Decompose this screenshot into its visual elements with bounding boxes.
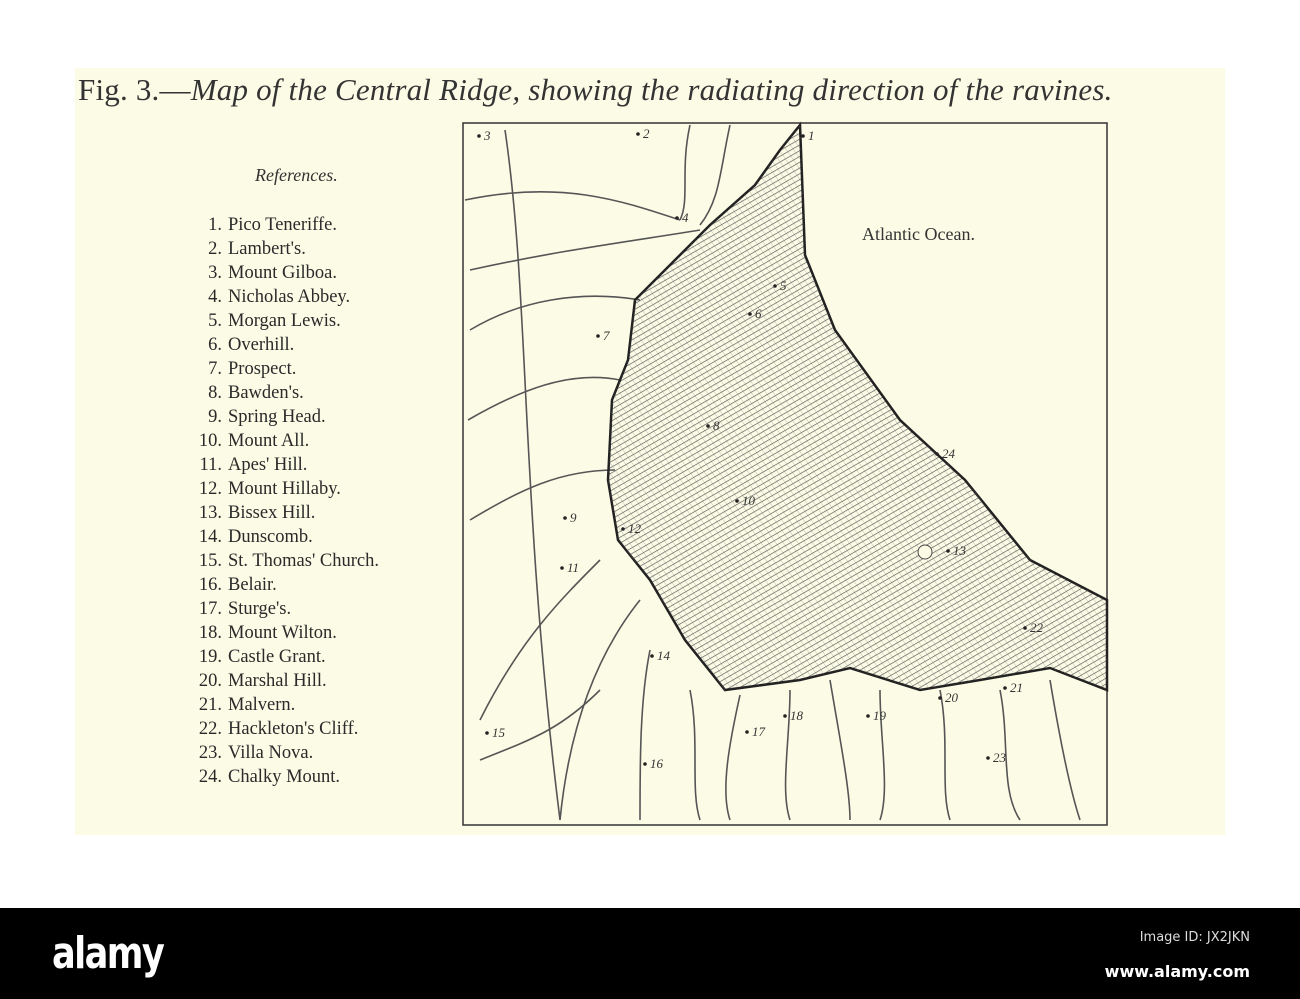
reference-name: Nicholas Abbey.	[228, 287, 351, 307]
map-marker-label: 12	[628, 521, 641, 536]
map-marker-label: 3	[484, 128, 491, 143]
reference-number: 18.	[198, 623, 222, 643]
map-marker-label: 15	[492, 725, 505, 740]
map-marker-dot	[801, 134, 805, 138]
reference-name: Mount Gilboa.	[228, 263, 337, 283]
map-marker-label: 9	[570, 510, 577, 525]
map-marker-label: 18	[790, 708, 803, 723]
map-marker-dot	[477, 134, 481, 138]
reference-name: Chalky Mount.	[228, 767, 341, 787]
map-marker-dot	[563, 516, 567, 520]
map-marker-label: 5	[780, 278, 787, 293]
map-marker-dot	[938, 696, 942, 700]
map-marker-dot	[643, 762, 647, 766]
reference-number: 3.	[208, 263, 222, 283]
reference-name: Mount Wilton.	[228, 623, 337, 643]
reference-number: 7.	[208, 359, 222, 379]
map-marker-dot	[935, 452, 939, 456]
map-marker-label: 20	[945, 690, 958, 705]
map-marker-label: 17	[752, 724, 765, 739]
map-marker-label: 11	[567, 560, 580, 575]
map-marker-dot	[560, 566, 564, 570]
reference-name: Hackleton's Cliff.	[228, 719, 359, 739]
map-marker-dot	[675, 216, 679, 220]
reference-number: 16.	[198, 575, 222, 595]
map-marker-label: 4	[682, 210, 689, 225]
image-id: Image ID: JX2JKN	[1139, 930, 1250, 945]
reference-number: 12.	[198, 479, 222, 499]
map-marker-label: 14	[657, 648, 670, 663]
map-marker-label: 24	[942, 446, 955, 461]
reference-number: 22.	[198, 719, 222, 739]
map-marker-label: 8	[713, 418, 720, 433]
watermark-url: www.alamy.com	[1104, 962, 1250, 981]
reference-number: 9.	[208, 407, 222, 427]
reference-name: Prospect.	[228, 359, 297, 379]
reference-name: Castle Grant.	[228, 647, 326, 667]
watermark-band	[0, 908, 1300, 999]
map-marker-dot	[745, 730, 749, 734]
map-marker-label: 23	[993, 750, 1006, 765]
reference-number: 21.	[198, 695, 222, 715]
map-marker-dot	[1023, 626, 1027, 630]
reference-name: Bissex Hill.	[228, 503, 316, 523]
map-marker-label: 16	[650, 756, 663, 771]
map-marker-dot	[748, 312, 752, 316]
map-marker-dot	[735, 499, 739, 503]
reference-name: Marshal Hill.	[228, 671, 327, 691]
reference-name: Belair.	[228, 575, 277, 595]
references-heading: References.	[255, 165, 338, 185]
reference-name: Lambert's.	[228, 239, 306, 259]
reference-number: 23.	[198, 743, 222, 763]
map-marker-dot	[706, 424, 710, 428]
figure-caption-text: Map of the Central Ridge, showing the radiating direction of the ravines.	[190, 72, 1113, 107]
map-marker-dot	[946, 549, 950, 553]
reference-name: Villa Nova.	[228, 743, 314, 763]
reference-name: Pico Teneriffe.	[228, 215, 337, 235]
map-marker-dot	[783, 714, 787, 718]
map-marker-label: 7	[603, 328, 610, 343]
map-marker-label: 10	[742, 493, 755, 508]
map-marker-label: 1	[808, 128, 815, 143]
reference-name: Apes' Hill.	[228, 455, 308, 475]
reference-name: Dunscomb.	[228, 527, 313, 547]
reference-name: Spring Head.	[228, 407, 326, 427]
map-marker-dot	[866, 714, 870, 718]
reference-name: Overhill.	[228, 335, 295, 355]
map-marker-dot	[773, 284, 777, 288]
reference-number: 5.	[208, 311, 222, 331]
reference-name: Malvern.	[228, 695, 296, 715]
map-marker-dot	[650, 654, 654, 658]
map-marker-label: 6	[755, 306, 762, 321]
reference-number: 14.	[198, 527, 222, 547]
reference-number: 10.	[198, 431, 222, 451]
reference-number: 20.	[198, 671, 222, 691]
map-marker-label: 21	[1010, 680, 1023, 695]
map-marker-label: 13	[953, 543, 966, 558]
reference-number: 11.	[199, 455, 222, 475]
reference-name: Mount All.	[228, 431, 310, 451]
reference-number: 19.	[198, 647, 222, 667]
figure-label: Fig. 3.—	[78, 72, 191, 107]
map-marker-dot	[596, 334, 600, 338]
reference-number: 4.	[208, 287, 222, 307]
reference-number: 24.	[198, 767, 222, 787]
reference-number: 13.	[198, 503, 222, 523]
reference-name: Bawden's.	[228, 383, 304, 403]
reference-number: 1.	[208, 215, 222, 235]
reference-name: St. Thomas' Church.	[228, 551, 379, 571]
map-marker-label: 2	[643, 126, 650, 141]
map-marker-label: 19	[873, 708, 886, 723]
map-marker-dot	[1003, 686, 1007, 690]
reference-number: 8.	[208, 383, 222, 403]
map-marker-dot	[986, 756, 990, 760]
map-marker-dot	[636, 132, 640, 136]
reference-name: Sturge's.	[228, 599, 292, 619]
reference-number: 17.	[198, 599, 222, 619]
map-marker-label: 22	[1030, 620, 1043, 635]
ocean-label: Atlantic Ocean.	[862, 224, 975, 244]
reference-number: 6.	[208, 335, 222, 355]
reference-number: 15.	[198, 551, 222, 571]
reference-number: 2.	[208, 239, 222, 259]
reference-name: Morgan Lewis.	[228, 311, 341, 331]
alamy-logo: alamy	[52, 928, 164, 979]
reference-name: Mount Hillaby.	[228, 479, 341, 499]
map-marker-dot	[621, 527, 625, 531]
map-marker-dot	[485, 731, 489, 735]
